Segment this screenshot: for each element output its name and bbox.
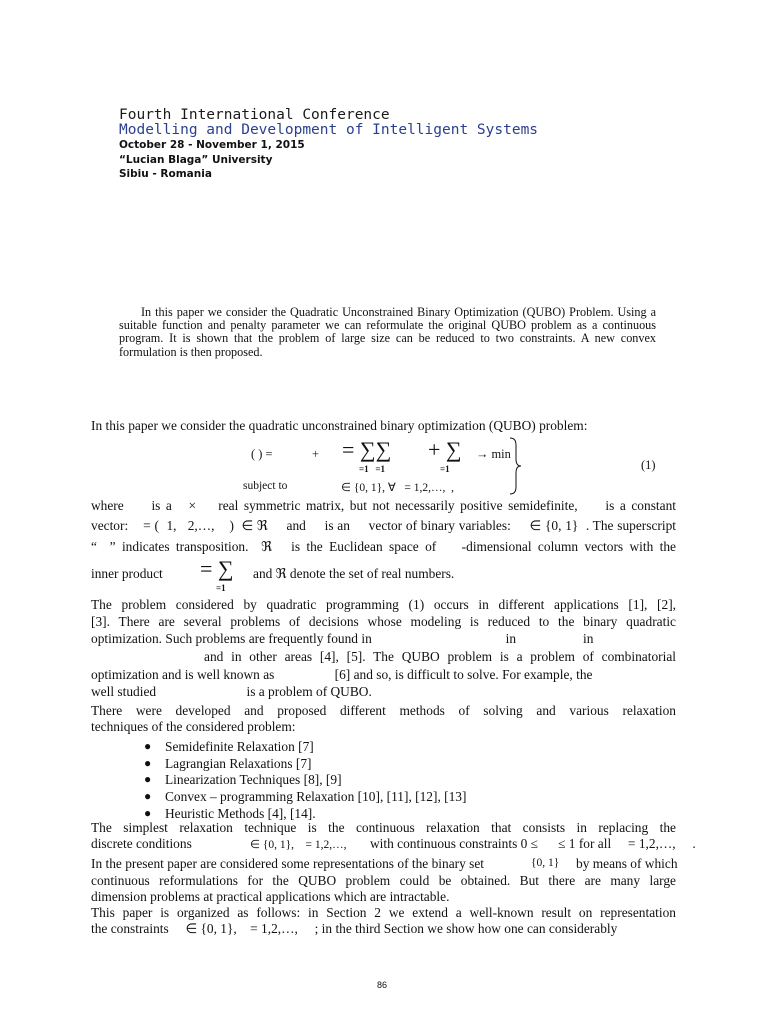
list-item: ● Semidefinite Relaxation [7]: [144, 739, 314, 754]
conference-subtitle: Modelling and Development of Intelligent Systems: [119, 122, 539, 138]
paragraph5-line2: continuous reformulations for the QUBO problem could be obtained. But there are many large: [91, 873, 676, 888]
paragraph5-line3: dimension problems at practical applications which are intractable.: [91, 889, 450, 904]
real-numbers-text: and ℜ denote the set of real numbers.: [253, 566, 455, 581]
eq1-sum-indices: =1 =1: [359, 464, 386, 474]
inner-product-label: inner product: [91, 566, 163, 581]
paragraph2-line1: The problem considered by quadratic programming (1) occurs in different applications [1], [2],: [91, 597, 676, 612]
paragraph4-line1: The simplest relaxation technique is the continuous relaxation that consists in replacing the: [91, 820, 676, 835]
list-item: ● Convex – programming Relaxation [10], [11], [12], [13]: [144, 789, 467, 804]
paragraph6-line2: the constraints ∈ {0, 1}, = 1,2,…, ; in the third Section we show how one can considerably: [91, 921, 618, 936]
paragraph5-binary-set: {0, 1}: [531, 857, 560, 869]
list-item: ● Linearization Techniques [8], [9]: [144, 772, 342, 787]
conference-location: Sibiu - Romania: [119, 168, 212, 180]
eq1-lhs: ( ) =: [251, 447, 273, 461]
paragraph4-discrete-label: discrete conditions: [91, 836, 192, 851]
paragraph2-line3: optimization. Such problems are frequently found in in in: [91, 631, 594, 646]
paragraph3-line2: techniques of the considered problem:: [91, 719, 296, 734]
conference-dates: October 28 - November 1, 2015: [119, 139, 305, 151]
eq1-brace: [508, 437, 522, 495]
paragraph2-line2: [3]. There are several problems of decisions whose modeling is reduced to the binary quadratic: [91, 614, 676, 629]
eq1-arrow-min: → min: [476, 447, 511, 461]
paragraph2-line5: optimization and is well known as [6] and so, is difficult to solve. For example, the: [91, 667, 593, 682]
inner-product-index: =1: [216, 583, 226, 593]
paragraph3-line1: There were developed and proposed different methods of solving and various relaxation: [91, 703, 676, 718]
abstract: In this paper we consider the Quadratic Unconstrained Binary Optimization (QUBO) Problem. Using a suitable function and penalty parameter we can reformulate the original QUBO problem as a continuous program. It is shown that the problem of large size can be reduced to two constraints. A new convex formulation is then proposed.: [119, 305, 656, 359]
paragraph2-line6: well studied is a problem of QUBO.: [91, 684, 372, 699]
eq1-subject-to: subject to: [243, 480, 288, 492]
page-number: 86: [377, 980, 388, 990]
where-line: where is a × real symmetric matrix, but not necessarily positive semidefinite, is a constant: [91, 498, 676, 513]
paragraph6-line1: This paper is organized as follows: in Section 2 we extend a well-known result on representation: [91, 905, 676, 920]
transposition-line: “ ” indicates transposition. ℜ is the Euclidean space of -dimensional column vectors with the: [91, 539, 676, 554]
eq1-plus: +: [312, 447, 319, 461]
eq1-linear-sum: + ∑: [428, 437, 462, 462]
paragraph4-discrete-set: ∈ {0, 1}, = 1,2,…,: [250, 839, 347, 851]
paragraph2-line4: and in other areas [4], [5]. The QUBO problem is a problem of combinatorial: [204, 649, 676, 664]
list-item: ● Heuristic Methods [4], [14].: [144, 806, 316, 821]
conference-university: “Lucian Blaga” University: [119, 154, 273, 166]
eq1-constraint: ∈ {0, 1}, ∀ = 1,2,…, ,: [341, 482, 455, 494]
eq1-double-sum: = ∑∑: [342, 437, 392, 462]
intro-paragraph: In this paper we consider the quadratic unconstrained binary optimization (QUBO) problem:: [91, 418, 588, 433]
inner-product-sum: = ∑: [200, 556, 234, 581]
eq1-number: (1): [641, 458, 656, 472]
list-item: ● Lagrangian Relaxations [7]: [144, 756, 312, 771]
paragraph4-continuous-constraints: with continuous constraints 0 ≤ ≤ 1 for all = 1,2,…, .: [370, 836, 696, 851]
eq1-linear-index: =1: [440, 464, 450, 474]
vector-line: vector: = ( 1, 2,…, ) ∈ ℜ and is an vector of binary variables: ∈ {0, 1} . The superscript: [91, 518, 676, 533]
conference-title: Fourth International Conference: [119, 107, 390, 123]
paragraph5-line1-start: In the present paper are considered some representations of the binary set: [91, 856, 485, 871]
paragraph5-line1-end: by means of which: [576, 856, 678, 871]
